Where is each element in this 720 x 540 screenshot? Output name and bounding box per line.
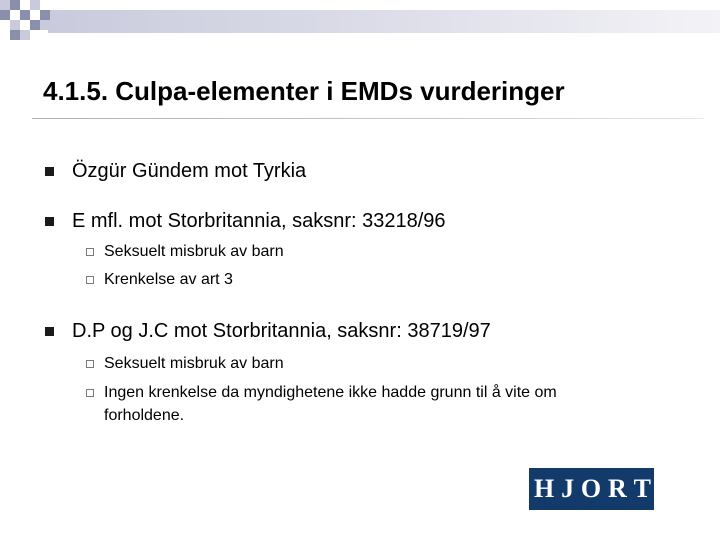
sub-bullet-text: Seksuelt misbruk av barn xyxy=(104,355,284,372)
hollow-box-bullet-icon xyxy=(86,248,94,256)
hollow-box-bullet-icon xyxy=(86,389,94,397)
hjort-logo xyxy=(529,468,654,510)
square-bullet-icon xyxy=(45,327,54,336)
sub-bullet-text: forholdene. xyxy=(104,407,185,424)
square-bullet-icon xyxy=(45,167,54,176)
logo-letter: T xyxy=(633,474,651,503)
sub-bullet-text: Seksuelt misbruk av barn xyxy=(104,243,284,260)
sub-bullet-text: Krenkelse av art 3 xyxy=(104,271,233,288)
logo-letter: R xyxy=(608,474,627,503)
sub-bullet-text: Ingen krenkelse da myndighetene ikke hadde grunn til å vite om xyxy=(104,384,557,401)
bullet-text: Özgür Gündem mot Tyrkia xyxy=(72,160,307,182)
logo-letter: H xyxy=(534,474,555,503)
slide-title: 4.1.5. Culpa-elementer i EMDs vurderinger xyxy=(43,76,565,106)
logo-letter: O xyxy=(580,474,602,503)
decorative-checker-band xyxy=(0,0,720,48)
hollow-box-bullet-icon xyxy=(86,276,94,284)
hollow-box-bullet-icon xyxy=(86,360,94,368)
title-divider xyxy=(32,118,704,119)
square-bullet-icon xyxy=(45,217,54,226)
bullet-text: E mfl. mot Storbritannia, saksnr: 33218/96 xyxy=(72,210,446,232)
bullet-text: D.P og J.C mot Storbritannia, saksnr: 38719/97 xyxy=(72,320,491,342)
logo-letter: J xyxy=(561,474,575,503)
